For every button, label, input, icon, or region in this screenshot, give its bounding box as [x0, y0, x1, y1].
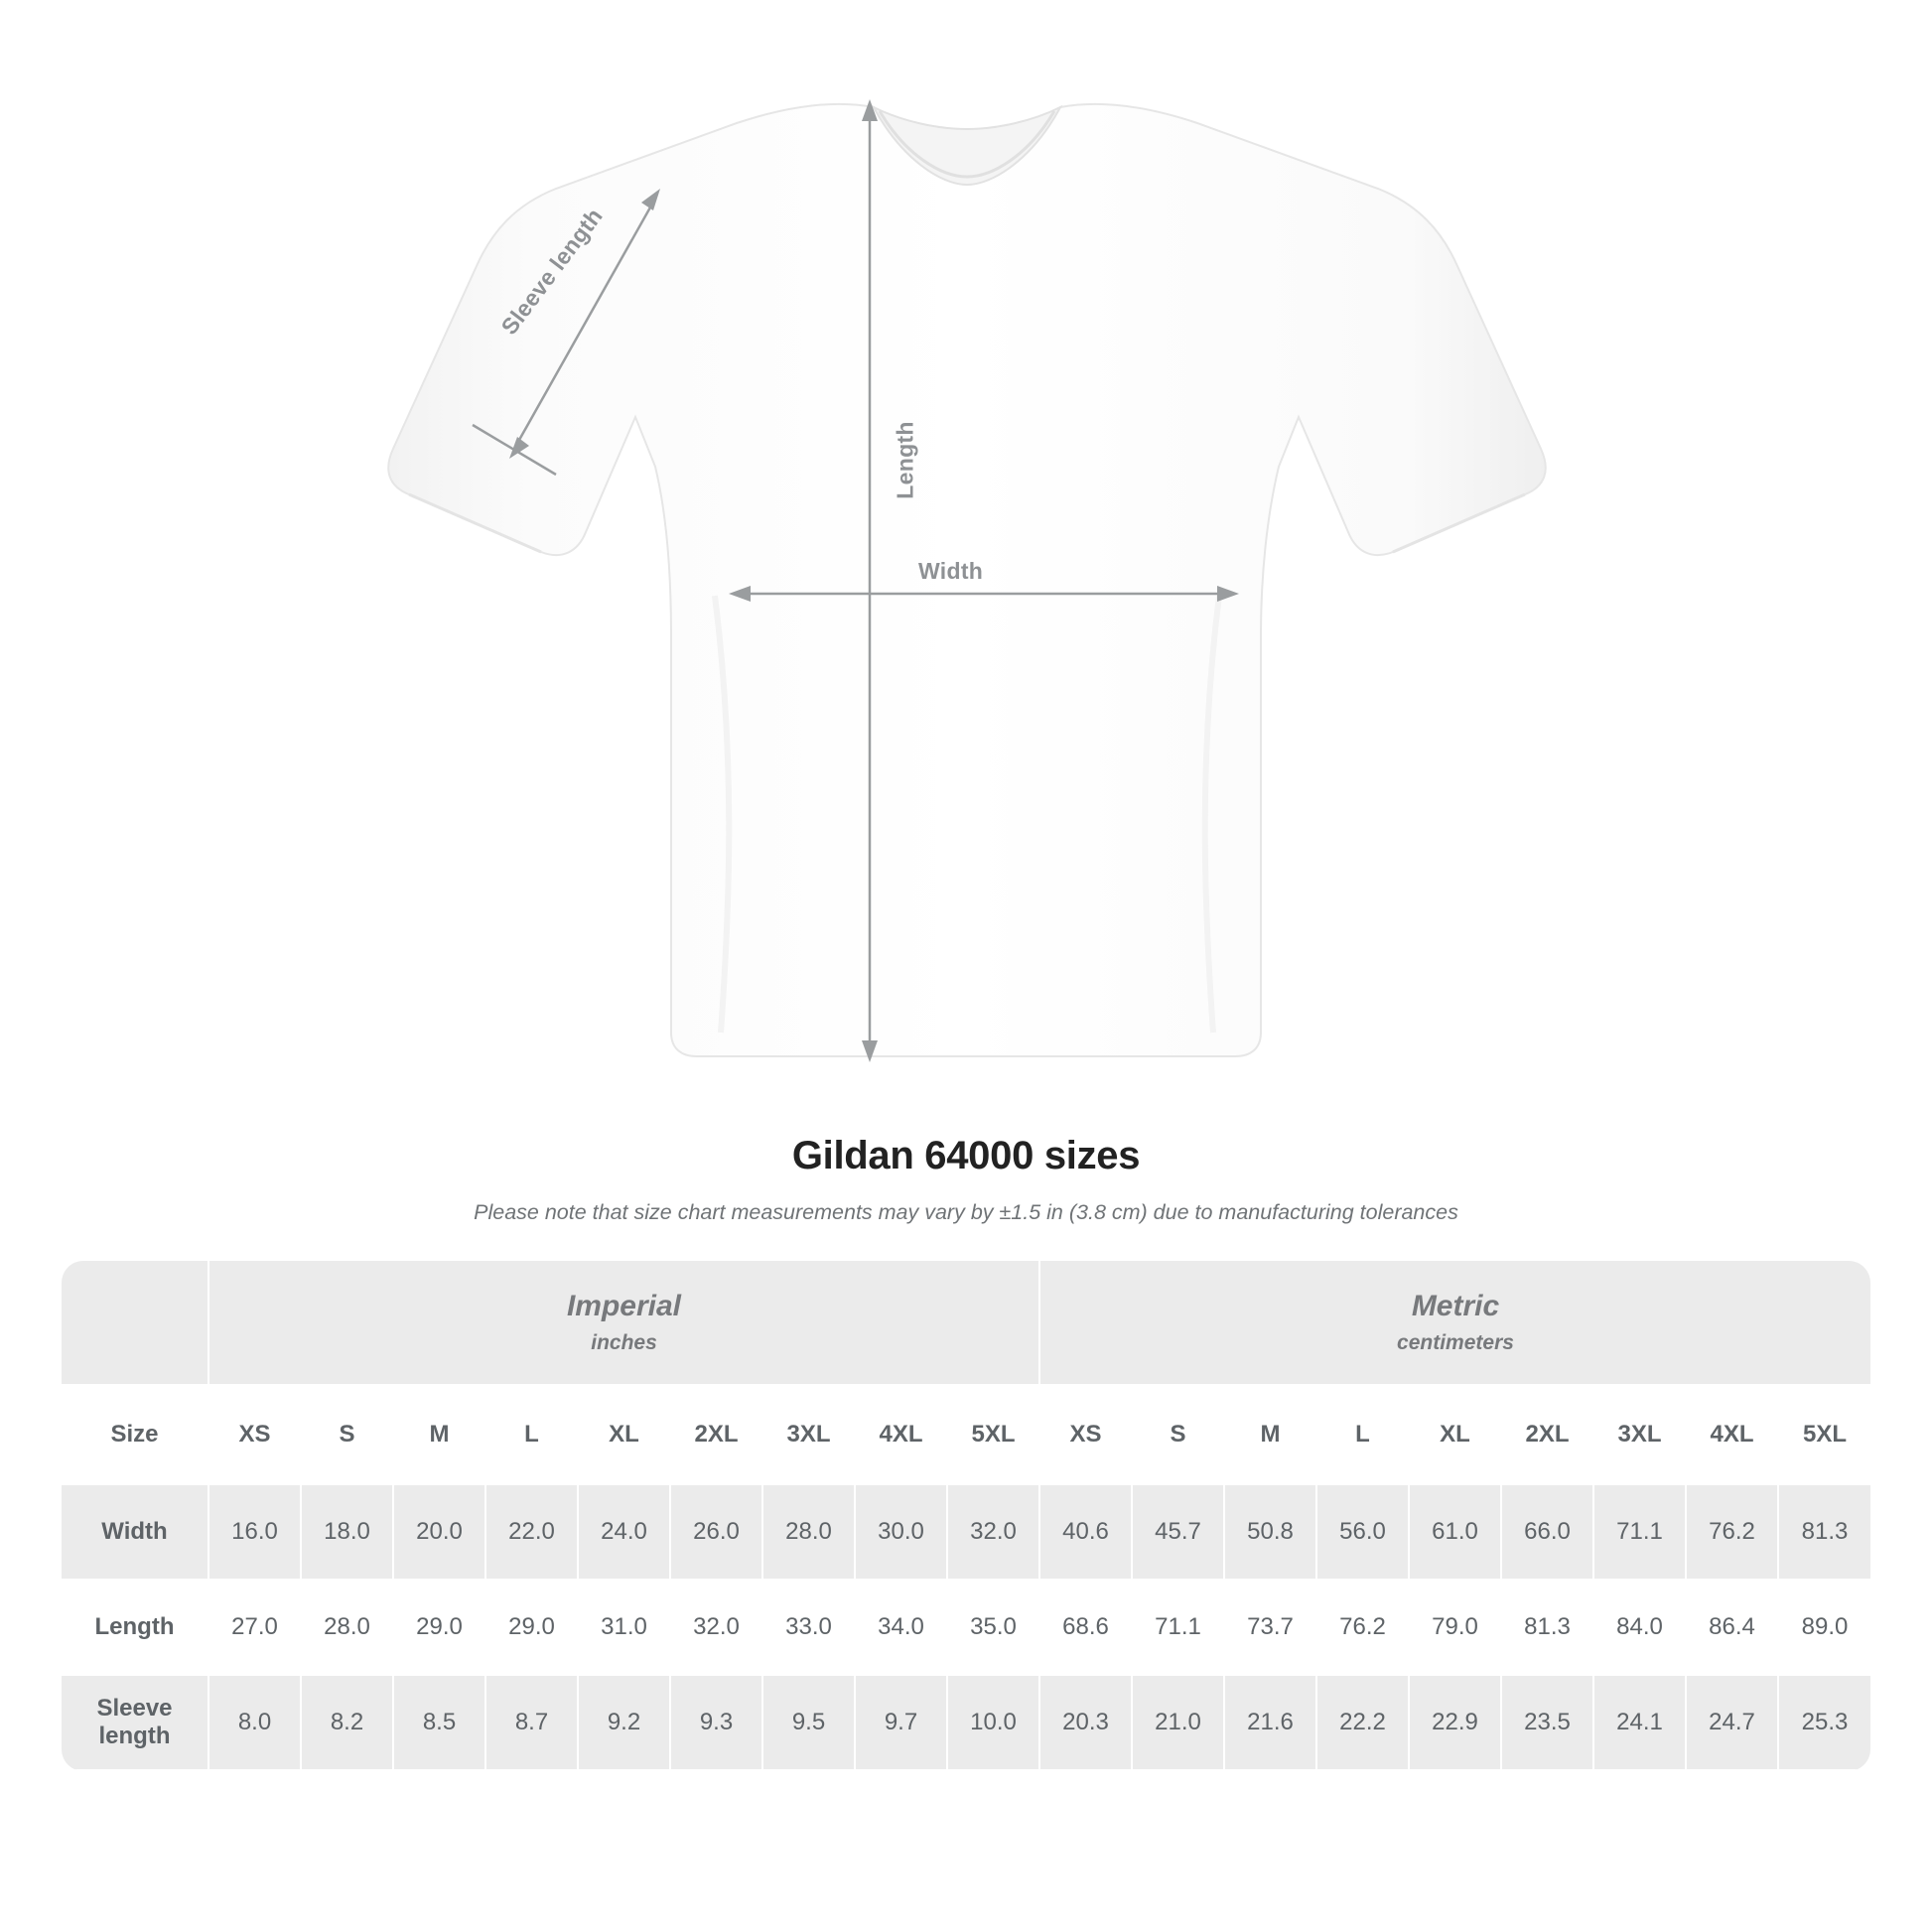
cell-sleeve-imperial-4xl: 9.7	[855, 1675, 947, 1770]
title-block	[0, 1134, 1932, 1225]
cell-width-metric-2xl: 66.0	[1501, 1484, 1593, 1580]
cell-sleeve-imperial-3xl: 9.5	[762, 1675, 855, 1770]
sleeve-length-label: Sleeve length	[495, 203, 608, 340]
cell-length-metric-m: 73.7	[1224, 1580, 1316, 1675]
cell-length-metric-l: 76.2	[1316, 1580, 1409, 1675]
cell-width-imperial-xl: 24.0	[578, 1484, 670, 1580]
cell-sleeve-metric-s: 21.0	[1132, 1675, 1224, 1770]
cell-sleeve-imperial-l: 8.7	[485, 1675, 578, 1770]
cell-sleeve-metric-5xl: 25.3	[1778, 1675, 1870, 1770]
table-row	[62, 1675, 1870, 1770]
cell-length-imperial-l: 29.0	[485, 1580, 578, 1675]
cell-length-imperial-m: 29.0	[393, 1580, 485, 1675]
cell-length-metric-2xl: 81.3	[1501, 1580, 1593, 1675]
cell-length-imperial-xs: 27.0	[208, 1580, 301, 1675]
unit-header-spacer	[62, 1261, 208, 1385]
cell-width-metric-xl: 61.0	[1409, 1484, 1501, 1580]
cell-width-imperial-l: 22.0	[485, 1484, 578, 1580]
cell-width-metric-s: 45.7	[1132, 1484, 1224, 1580]
cell-length-imperial-4xl: 34.0	[855, 1580, 947, 1675]
size-header-cell: Size	[62, 1385, 208, 1484]
row-label-width: Width	[62, 1484, 208, 1580]
cell-sleeve-imperial-s: 8.2	[301, 1675, 393, 1770]
cell-width-metric-l: 56.0	[1316, 1484, 1409, 1580]
unit-header-metric	[1039, 1261, 1870, 1385]
cell-sleeve-metric-xs: 20.3	[1039, 1675, 1132, 1770]
cell-width-metric-3xl: 71.1	[1593, 1484, 1686, 1580]
unit-name-metric: Metric	[1411, 1290, 1500, 1322]
cell-length-metric-5xl: 89.0	[1778, 1580, 1870, 1675]
row-label-sleeve-length: Sleeve length	[62, 1675, 208, 1770]
cell-sleeve-metric-3xl: 24.1	[1593, 1675, 1686, 1770]
size-col-metric-l: L	[1316, 1385, 1409, 1484]
cell-length-imperial-xl: 31.0	[578, 1580, 670, 1675]
tolerance-note: Please note that size chart measurements may vary by ±1.5 in (3.8 cm) due to manufacturing tolerances	[474, 1200, 1458, 1224]
size-col-metric-5xl: 5XL	[1778, 1385, 1870, 1484]
size-col-metric-xl: XL	[1409, 1385, 1501, 1484]
size-col-metric-3xl: 3XL	[1593, 1385, 1686, 1484]
cell-width-imperial-xs: 16.0	[208, 1484, 301, 1580]
cell-length-imperial-3xl: 33.0	[762, 1580, 855, 1675]
cell-length-metric-xs: 68.6	[1039, 1580, 1132, 1675]
table-row	[62, 1484, 1870, 1580]
size-header-row	[62, 1385, 1870, 1484]
cell-width-imperial-5xl: 32.0	[947, 1484, 1039, 1580]
unit-header-imperial	[208, 1261, 1039, 1385]
size-col-imperial-xl: XL	[578, 1385, 670, 1484]
size-col-metric-xs: XS	[1039, 1385, 1132, 1484]
cell-sleeve-metric-4xl: 24.7	[1686, 1675, 1778, 1770]
cell-length-metric-3xl: 84.0	[1593, 1580, 1686, 1675]
cell-width-imperial-m: 20.0	[393, 1484, 485, 1580]
cell-length-imperial-5xl: 35.0	[947, 1580, 1039, 1675]
unit-sub-metric: centimeters	[1397, 1331, 1514, 1354]
unit-sub-imperial: inches	[591, 1331, 657, 1354]
size-col-imperial-3xl: 3XL	[762, 1385, 855, 1484]
cell-width-metric-xs: 40.6	[1039, 1484, 1132, 1580]
size-col-imperial-2xl: 2XL	[670, 1385, 762, 1484]
cell-length-imperial-2xl: 32.0	[670, 1580, 762, 1675]
size-col-imperial-s: S	[301, 1385, 393, 1484]
size-col-metric-m: M	[1224, 1385, 1316, 1484]
size-col-imperial-5xl: 5XL	[947, 1385, 1039, 1484]
table-row	[62, 1580, 1870, 1675]
width-label: Width	[918, 558, 984, 584]
length-label: Length	[892, 421, 918, 499]
cell-width-imperial-4xl: 30.0	[855, 1484, 947, 1580]
cell-sleeve-metric-xl: 22.9	[1409, 1675, 1501, 1770]
cell-width-metric-4xl: 76.2	[1686, 1484, 1778, 1580]
size-col-imperial-xs: XS	[208, 1385, 301, 1484]
cell-width-imperial-2xl: 26.0	[670, 1484, 762, 1580]
unit-header-row	[62, 1261, 1870, 1385]
size-col-imperial-l: L	[485, 1385, 578, 1484]
cell-sleeve-metric-2xl: 23.5	[1501, 1675, 1593, 1770]
cell-sleeve-imperial-2xl: 9.3	[670, 1675, 762, 1770]
size-table-wrapper	[62, 1261, 1870, 1771]
cell-sleeve-imperial-m: 8.5	[393, 1675, 485, 1770]
size-table	[62, 1261, 1870, 1771]
size-col-metric-4xl: 4XL	[1686, 1385, 1778, 1484]
cell-length-imperial-s: 28.0	[301, 1580, 393, 1675]
cell-sleeve-imperial-xs: 8.0	[208, 1675, 301, 1770]
cell-length-metric-s: 71.1	[1132, 1580, 1224, 1675]
cell-length-metric-xl: 79.0	[1409, 1580, 1501, 1675]
cell-length-metric-4xl: 86.4	[1686, 1580, 1778, 1675]
size-col-metric-s: S	[1132, 1385, 1224, 1484]
unit-name-imperial: Imperial	[566, 1290, 682, 1322]
cell-width-imperial-s: 18.0	[301, 1484, 393, 1580]
page-title: Gildan 64000 sizes	[791, 1134, 1141, 1177]
row-label-length: Length	[62, 1580, 208, 1675]
cell-width-metric-m: 50.8	[1224, 1484, 1316, 1580]
cell-sleeve-imperial-xl: 9.2	[578, 1675, 670, 1770]
cell-width-imperial-3xl: 28.0	[762, 1484, 855, 1580]
cell-sleeve-metric-m: 21.6	[1224, 1675, 1316, 1770]
cell-width-metric-5xl: 81.3	[1778, 1484, 1870, 1580]
cell-sleeve-imperial-5xl: 10.0	[947, 1675, 1039, 1770]
size-col-imperial-m: M	[393, 1385, 485, 1484]
cell-sleeve-metric-l: 22.2	[1316, 1675, 1409, 1770]
size-col-imperial-4xl: 4XL	[855, 1385, 947, 1484]
size-col-metric-2xl: 2XL	[1501, 1385, 1593, 1484]
